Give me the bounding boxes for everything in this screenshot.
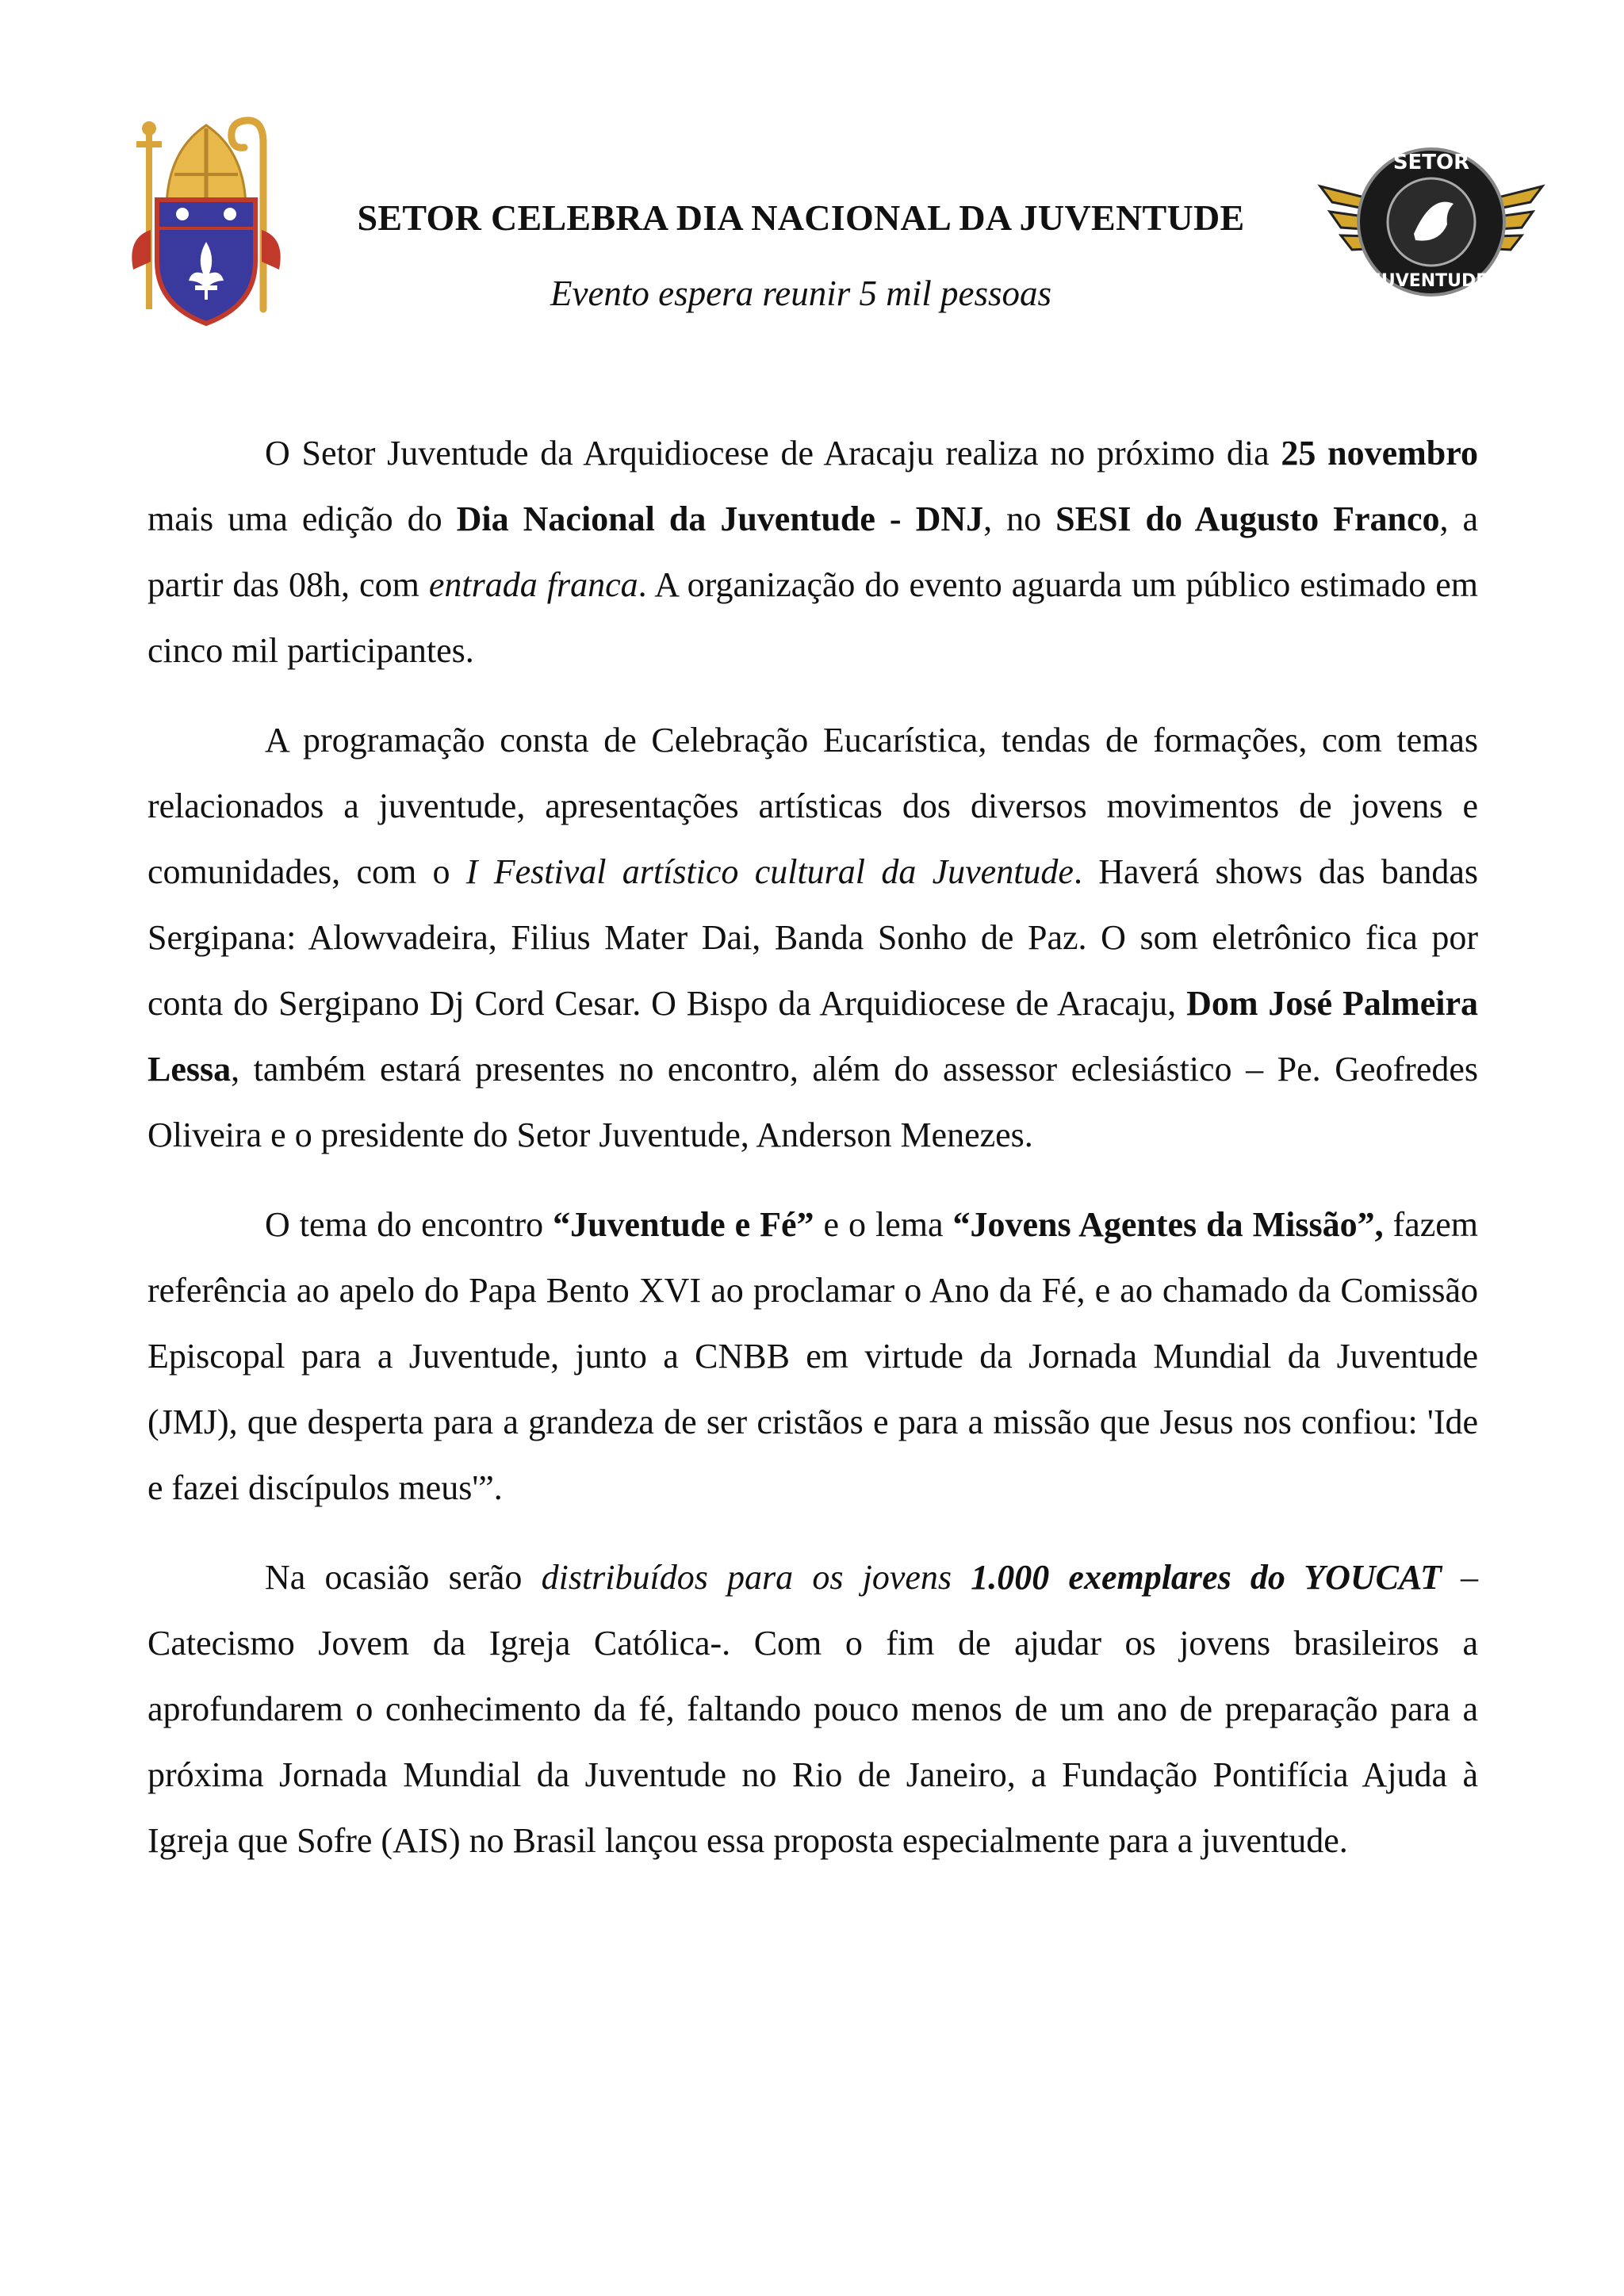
emphasis-run: I Festival artístico cultural da Juventude (465, 852, 1074, 891)
paragraph (147, 1192, 1478, 1521)
paragraph (147, 1544, 1478, 1873)
text-run: fazem referência ao apelo do Papa Bento XVI ao proclamar o Ano da Fé, e ao chamado da Comissão Episcopal para a Juventude, junto a CNBB em virtude da Jornada Mundial da Juventude (JMJ), que desperta para a grandeza de ser cristãos e para a missão que Jesus nos confiou: 'Ide e fazei discípulos meus'”. (147, 1205, 1479, 1507)
emphasis-run: “Jovens Agentes da Missão”, (952, 1205, 1384, 1244)
setor-juventude-winged-logo-icon (1312, 139, 1550, 305)
text-run: Na ocasião serão (265, 1558, 542, 1597)
logo-text-bottom: JUVENTUDE (1374, 271, 1488, 291)
text-run: mais uma edição do (147, 499, 457, 538)
document-title: SETOR CELEBRA DIA NACIONAL DA JUVENTUDE (357, 197, 1245, 238)
text-run: , no (983, 499, 1056, 538)
text-run: . A organização do evento aguarda um público estimado em cinco mil participantes. (147, 565, 1478, 670)
article-body (147, 420, 1478, 1873)
text-run: O Setor Juventude da Arquidiocese de Aracaju realiza no próximo dia (265, 434, 1281, 473)
emphasis-run: 25 novembro (1281, 434, 1478, 473)
emphasis-run: Dia Nacional da Juventude - DNJ (456, 499, 984, 538)
emphasis-run: distribuídos para os jovens (541, 1558, 971, 1597)
text-run: e o lema (814, 1205, 953, 1244)
document-subtitle: Evento espera reunir 5 mil pessoas (550, 274, 1051, 313)
emphasis-run: SESI do Augusto Franco (1055, 499, 1440, 538)
emphasis-run: Dom José Palmeira Lessa (147, 984, 1478, 1089)
text-run: A programação consta de Celebração Eucarística, tendas de formações, com temas relacionados a juventude, apresentações artísticas dos diversos movimentos de jovens e comunidades, com o (147, 721, 1478, 891)
emphasis-run: “Juventude e Fé” (553, 1205, 814, 1244)
archdiocese-coat-of-arms-icon (119, 111, 293, 329)
text-run: , também estará presentes no encontro, além do assessor eclesiástico – Pe. Geofredes Oliveira e o presidente do Setor Juventude, Anderson Menezes. (147, 1050, 1478, 1154)
paragraph (147, 420, 1478, 683)
text-run: , a partir das 08h, com (147, 499, 1479, 604)
text-run: O tema do encontro (265, 1205, 553, 1244)
paragraph (147, 707, 1478, 1168)
emphasis-run: entrada franca (428, 565, 638, 604)
logo-text-top: SETOR (1392, 151, 1470, 174)
text-run: . Haverá shows das bandas Sergipana: Alowvadeira, Filius Mater Dai, Banda Sonho de Paz. O som eletrônico fica por conta do Sergipano Dj Cord Cesar. O Bispo da Arquidiocese de Aracaju, (147, 852, 1478, 1023)
emphasis-run: 1.000 exemplares do YOUCAT (971, 1558, 1442, 1597)
document-header (0, 0, 1624, 373)
text-run: – Catecismo Jovem da Igreja Católica-. Com o fim de ajudar os jovens brasileiros a aprofundarem o conhecimento da fé, faltando pouco menos de um ano de preparação para a próxima Jornada Mundial da Juventude no Rio de Janeiro, a Fundação Pontifícia Ajuda à Igreja que Sofre (AIS) no Brasil lançou essa proposta especialmente para a juventude. (147, 1558, 1479, 1860)
